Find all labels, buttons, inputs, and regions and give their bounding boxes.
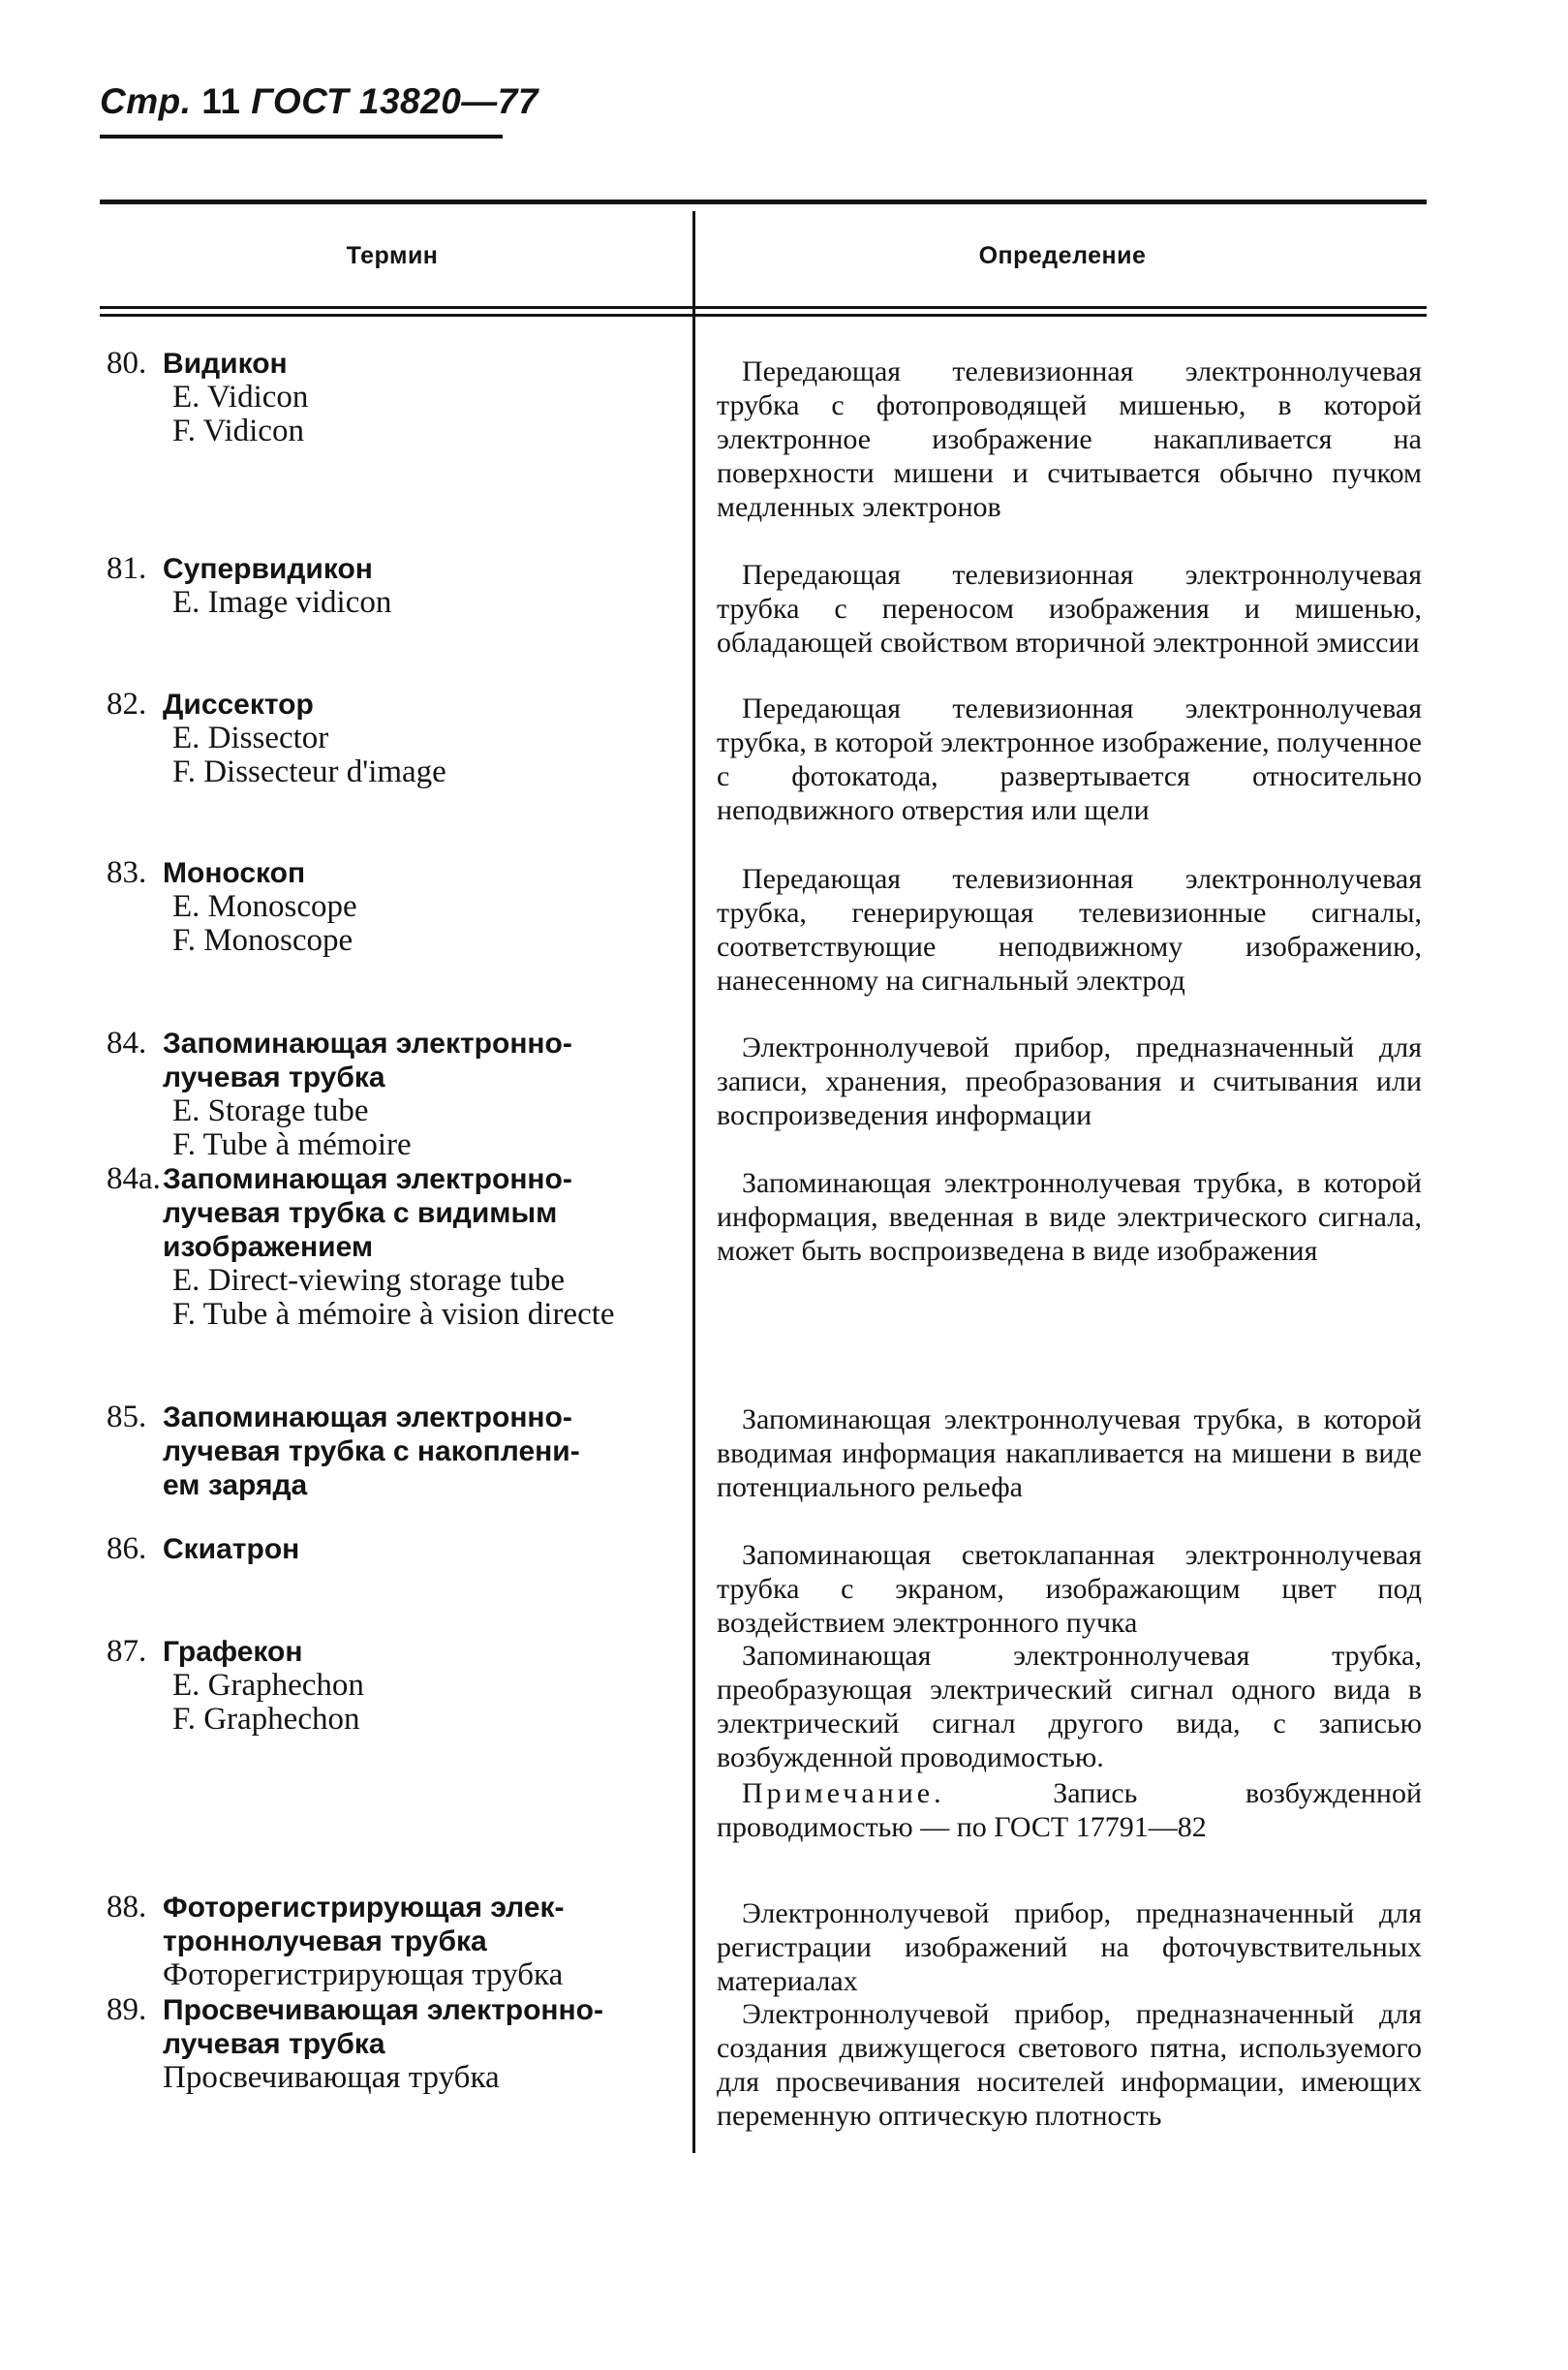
definition-text: Запоминающая электроннолучевая трубка, в которой вводимая информация накапливается на мишени в виде потенциального рельефа bbox=[717, 1403, 1422, 1503]
term-name: Фоторегистрирующая элек- bbox=[163, 1892, 565, 1924]
term-name: лучевая трубка с видимым bbox=[163, 1197, 558, 1229]
definition-text: Запоминающая электроннолучевая трубка, преобразующая электрический сигнал одного вида в электрический сигнал другого вида, с записью возбужденной проводимостью. bbox=[717, 1640, 1422, 1773]
term-name: Супервидикон bbox=[163, 553, 373, 585]
term-english: E. Image vidicon bbox=[172, 585, 392, 620]
definition-text: Передающая телевизионная электроннолучевая трубка, генерирующая телевизионные сигналы, соответствующие неподвижному изображению, нанесенному на сигнальный электрод bbox=[717, 863, 1422, 997]
definition-text: Передающая телевизионная электроннолучевая трубка, в которой электронное изображение, полученное с фотокатода, развертывается относительно неподвижного отверстия или щели bbox=[717, 693, 1422, 826]
term-name: изображением bbox=[163, 1231, 374, 1263]
definition-text: Передающая телевизионная электроннолучевая трубка с фотопроводящей мишенью, в которой электронное изображение накапливается на поверхности мишени и считывается обычно пучком медленных электронов bbox=[717, 355, 1422, 523]
term-short-name: Фоторегистрирующая трубка bbox=[163, 1957, 564, 1992]
page-header bbox=[100, 81, 538, 122]
term-name: Графекон bbox=[163, 1636, 303, 1668]
definition-entry-85 bbox=[717, 1402, 1422, 1504]
term-entry-84 bbox=[107, 1027, 659, 1162]
term-french: F. Dissecteur d'image bbox=[172, 754, 446, 789]
term-name: ем заряда bbox=[163, 1469, 308, 1501]
term-name: Видикон bbox=[163, 348, 288, 380]
term-name: Просвечивающая электронно- bbox=[163, 1994, 603, 2026]
header-underline bbox=[100, 135, 503, 139]
table-top-rule bbox=[100, 200, 1427, 204]
definition-text: Электроннолучевой прибор, предназначенный для создания движущегося светового пятна, используемого для просвечивания носителей информации, имеющих переменную оптическую плотность bbox=[717, 1998, 1422, 2132]
term-name: лучевая трубка bbox=[163, 1062, 385, 1093]
term-entry-84a bbox=[107, 1162, 659, 1332]
term-number: 84a. bbox=[107, 1161, 161, 1196]
term-number: 88. bbox=[107, 1890, 147, 1924]
page-number: 11 bbox=[201, 81, 241, 121]
term-number: 85. bbox=[107, 1400, 147, 1434]
term-english: E. Storage tube bbox=[172, 1093, 369, 1128]
term-number: 82. bbox=[107, 687, 147, 722]
term-short-name: Просвечивающая трубка bbox=[163, 2060, 500, 2095]
term-entry-81 bbox=[107, 552, 659, 620]
definition-text: Передающая телевизионная электроннолучевая трубка с переносом изображения и мишенью, обладающей свойством вторичной электронной эмиссии bbox=[717, 559, 1422, 659]
term-name: троннолучевая трубка bbox=[163, 1925, 487, 1957]
term-entry-80 bbox=[107, 347, 659, 448]
term-number: 84. bbox=[107, 1026, 147, 1061]
term-number: 89. bbox=[107, 1992, 147, 2027]
term-name: лучевая трубка bbox=[163, 2028, 385, 2060]
term-english: E. Monoscope bbox=[172, 889, 357, 924]
definition-entry-89 bbox=[717, 1997, 1422, 2133]
term-french: F. Graphechon bbox=[172, 1702, 360, 1737]
definition-entry-80 bbox=[717, 354, 1422, 524]
term-name: Запоминающая электронно- bbox=[163, 1401, 572, 1433]
definition-text: Запоминающая электроннолучевая трубка, в которой информация, введенная в виде электрического сигнала, может быть воспроизведена в виде изображения bbox=[717, 1167, 1422, 1267]
term-name: Скиатрон bbox=[163, 1533, 300, 1565]
term-entry-83 bbox=[107, 856, 659, 958]
term-number: 80. bbox=[107, 346, 147, 381]
definition-text: Электроннолучевой прибор, предназначенный для записи, хранения, преобразования и считывания или воспроизведения информации bbox=[717, 1031, 1422, 1131]
table-header-rule bbox=[100, 306, 1427, 309]
term-entry-86 bbox=[107, 1532, 659, 1566]
term-number: 81. bbox=[107, 551, 147, 586]
definition-entry-88 bbox=[717, 1896, 1422, 1998]
note-label: Примечание. bbox=[742, 1777, 945, 1809]
definition-entry-84a bbox=[717, 1166, 1422, 1268]
term-entry-88 bbox=[107, 1891, 659, 1992]
term-number: 86. bbox=[107, 1531, 147, 1566]
term-english: E. Dissector bbox=[172, 721, 329, 755]
term-entry-89 bbox=[107, 1993, 659, 2095]
definition-entry-83 bbox=[717, 862, 1422, 998]
term-number: 83. bbox=[107, 855, 147, 890]
term-entry-82 bbox=[107, 688, 659, 789]
term-entry-87 bbox=[107, 1635, 659, 1737]
term-english: E. Direct-viewing storage tube bbox=[172, 1263, 566, 1298]
column-header-term: Термин bbox=[346, 242, 439, 269]
note-text: Запись возбужденной проводимостью — по ГОСТ 17791—82 bbox=[717, 1777, 1423, 1843]
term-name: Запоминающая электронно- bbox=[163, 1028, 572, 1060]
term-name: Запоминающая электронно- bbox=[163, 1163, 572, 1195]
term-name: Диссектор bbox=[163, 689, 314, 721]
table-header-rule bbox=[100, 314, 1427, 317]
definition-entry-81 bbox=[717, 558, 1422, 660]
definition-entry-86 bbox=[717, 1538, 1422, 1640]
term-french: F. Vidicon bbox=[172, 414, 304, 448]
definition-note bbox=[717, 1776, 1422, 1844]
definition-text: Электроннолучевой прибор, предназначенный для регистрации изображений на фоточувствительных материалах bbox=[717, 1897, 1422, 1997]
definition-text: Запоминающая светоклапанная электроннолучевая трубка с экраном, изображающим цвет под воздействием электронного пучка bbox=[717, 1539, 1422, 1639]
standard-code: ГОСТ 13820—77 bbox=[251, 81, 538, 121]
term-english: E. Graphechon bbox=[172, 1668, 364, 1703]
definition-entry-84 bbox=[717, 1031, 1422, 1132]
definition-entry-87 bbox=[717, 1639, 1422, 1844]
column-divider bbox=[692, 211, 695, 2153]
term-french: F. Tube à mémoire bbox=[172, 1127, 412, 1162]
term-name: Моноскоп bbox=[163, 857, 306, 889]
term-french: F. Monoscope bbox=[172, 923, 354, 958]
term-entry-85 bbox=[107, 1400, 659, 1502]
term-number: 87. bbox=[107, 1634, 147, 1669]
term-french: F. Tube à mémoire à vision directe bbox=[172, 1297, 615, 1332]
column-header-definition: Определение bbox=[978, 242, 1147, 269]
definition-entry-82 bbox=[717, 692, 1422, 827]
term-english: E. Vidicon bbox=[172, 380, 309, 415]
page-prefix: Стр. bbox=[100, 81, 192, 121]
term-name: лучевая трубка с накоплени- bbox=[163, 1435, 580, 1467]
